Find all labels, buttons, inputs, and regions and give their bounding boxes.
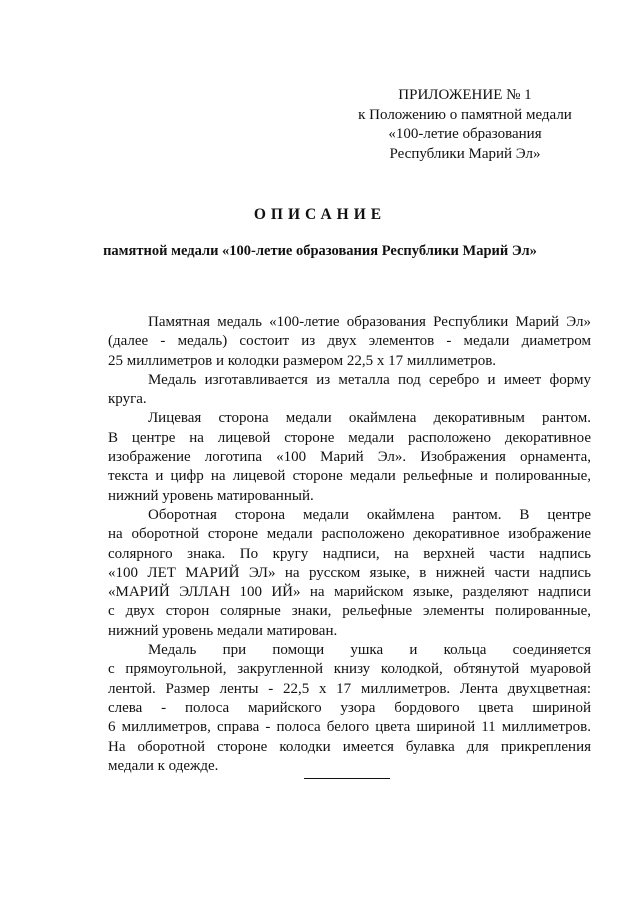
body-line: «МАРИЙ ЭЛЛАН 100 ИЙ» на марийском языке, разделяют надписи	[108, 584, 591, 601]
body-line: нижний уровень медали матирован.	[108, 622, 338, 639]
body-line: В центре на лицевой стороне медали расположено декоративное	[108, 429, 591, 446]
body-line: текста и цифр на лицевой стороне медали рельефные и полированные,	[108, 468, 591, 485]
body-line: «100 ЛЕТ МАРИЙ ЭЛ» на русском языке, в нижней части надпись	[108, 564, 591, 581]
body-line: лентой. Размер ленты - 22,5 х 17 миллиметров. Лента двухцветная:	[108, 680, 591, 697]
body-line: медали к одежде.	[108, 757, 219, 774]
document-subtitle: памятной медали «100-летие образования Республики Марий Эл»	[103, 243, 537, 259]
appendix-reference-title-2: Республики Марий Эл»	[389, 145, 541, 162]
document-title: ОПИСАНИЕ	[253, 206, 387, 223]
body-line: Оборотная сторона медали окаймлена рантом. В центре	[148, 506, 591, 523]
body-line: На оборотной стороне колодки имеется булавка для прикрепления	[108, 738, 591, 755]
body-line: нижний уровень матированный.	[108, 487, 314, 504]
body-line: на оборотной стороне медали расположено декоративное изображение	[108, 526, 591, 543]
body-line: изображение логотипа «100 Марий Эл». Изображения орнамента,	[108, 449, 591, 466]
body-line: с прямоугольной, закругленной книзу колодкой, обтянутой муаровой	[108, 661, 591, 678]
appendix-reference-title-1: «100-летие образования	[388, 126, 542, 142]
body-line: Медаль при помощи ушка и кольца соединяется	[148, 642, 591, 659]
body-line: 25 миллиметров и колодки размером 22,5 х 17 миллиметров.	[108, 352, 497, 369]
body-line: Медаль изготавливается из металла под серебро и имеет форму	[148, 371, 591, 388]
appendix-number: ПРИЛОЖЕНИЕ № 1	[398, 87, 532, 103]
body-line: Лицевая сторона медали окаймлена декоративным рантом.	[148, 410, 591, 427]
appendix-reference: к Положению о памятной медали	[358, 106, 572, 123]
body-line: круга.	[108, 391, 147, 408]
body-line: с двух сторон солярные знаки, рельефные элементы полированные,	[108, 603, 591, 620]
body-line: Памятная медаль «100-летие образования Республики Марий Эл»	[148, 314, 591, 330]
appendix-header	[340, 86, 590, 164]
end-divider	[304, 778, 390, 779]
body-line: (далее - медаль) состоит из двух элементов - медали диаметром	[108, 333, 591, 350]
body-line: слева - полоса марийского узора бордового цвета шириной	[108, 699, 591, 716]
body-line: солярного знака. По кругу надписи, на верхней части надпись	[108, 545, 591, 562]
body-line: 6 миллиметров, справа - полоса белого цвета шириной 11 миллиметров.	[108, 719, 591, 736]
document-body	[108, 313, 591, 776]
